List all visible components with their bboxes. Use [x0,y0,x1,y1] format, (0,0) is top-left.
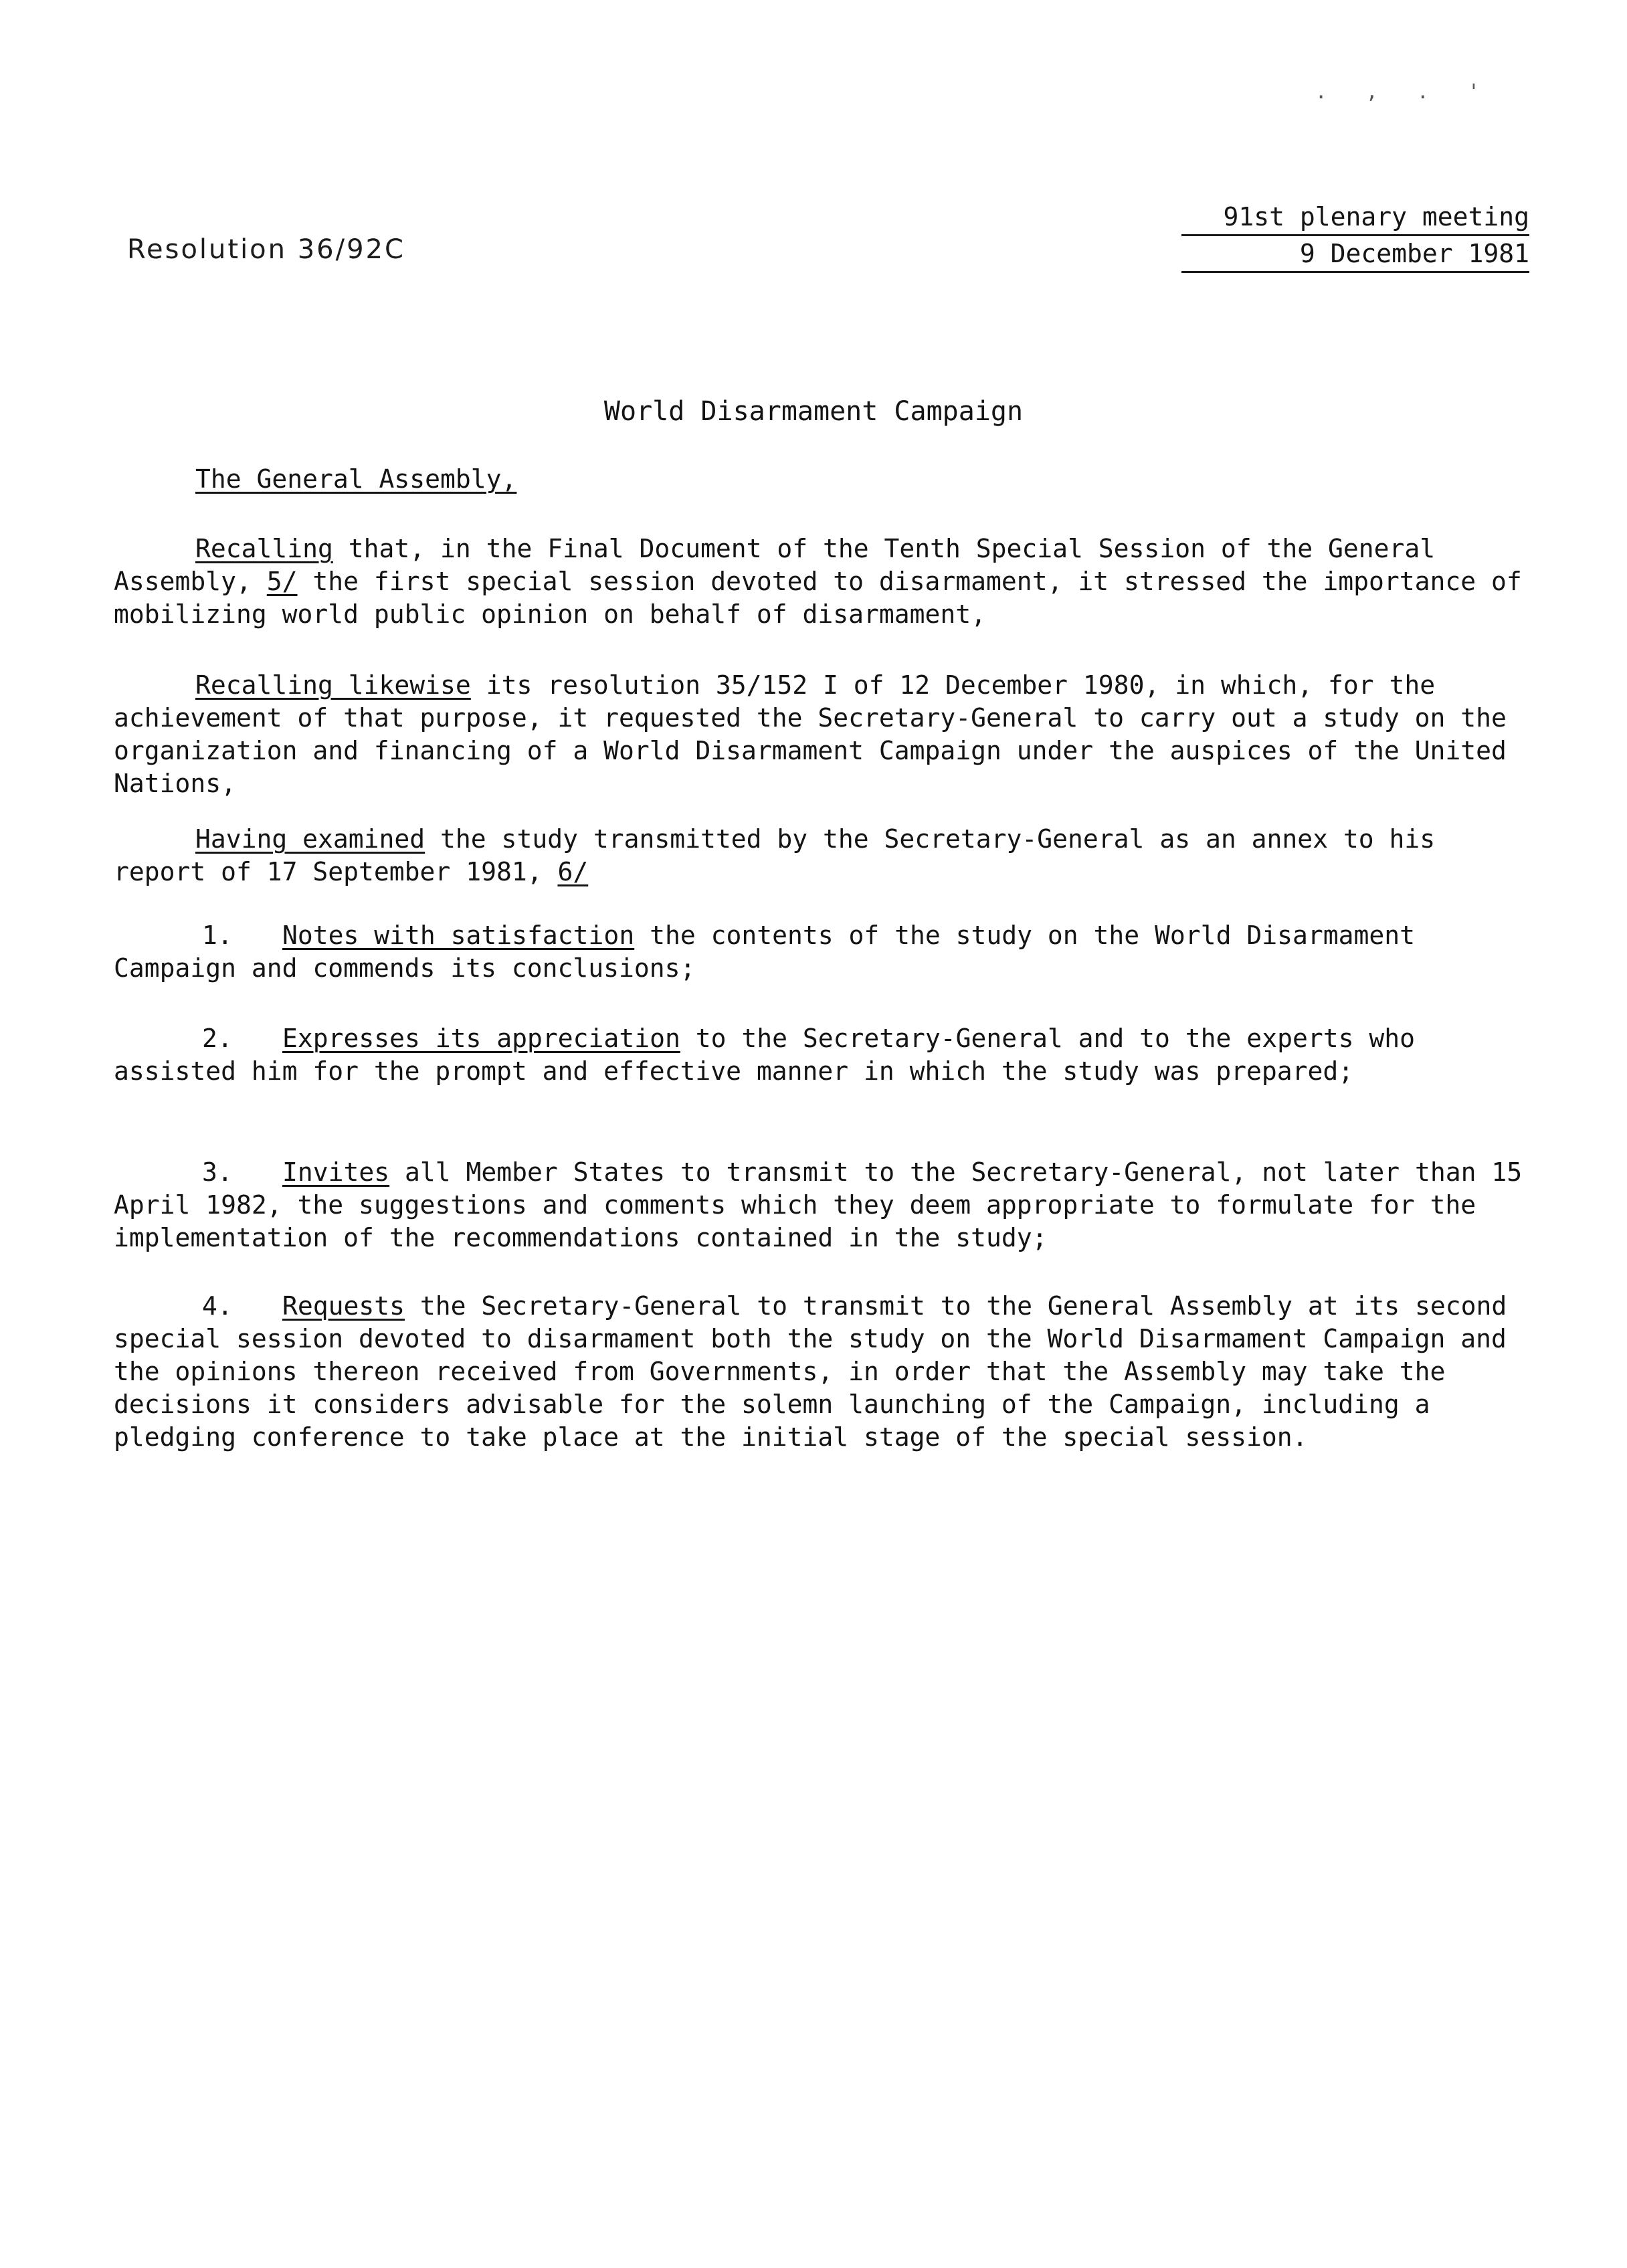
paragraph-body: that, in the Final Document of the Tenth Special Session of the General Assembly, [114,534,1436,596]
operative-paragraph-2 [114,1022,1532,1088]
meeting-label: 91st plenary meeting [1181,199,1529,236]
operative-paragraph-4 [114,1290,1532,1454]
footnote-ref: 5/ [266,567,298,596]
paragraph-lead: Expresses its appreciation [282,1024,680,1053]
operative-paragraph-1 [114,919,1532,985]
scan-marks: . , . ' [1315,80,1493,104]
paragraph-body: the contents of the study on the World Disarmament Campaign and commends its conclusions; [114,921,1415,983]
page-title: World Disarmament Campaign [603,396,1024,427]
paragraph-lead: Notes with satisfaction [282,921,635,950]
paragraph-body: to the Secretary-General and to the experts who assisted him for the prompt and effective manner in which the study was prepared; [114,1024,1415,1086]
paragraph-body: its resolution 35/152 I of 12 December 1980, in which, for the achievement of that purpose, it requested the Secretary-General to carry out a study on the organization and financing of a World Disarmament Campaign under the auspices of the United Nations, [114,670,1507,798]
meeting-info [1181,199,1529,273]
paragraph-body: the study transmitted by the Secretary-General as an annex to his report of 17 September 1981, [114,824,1436,886]
paragraph-lead: Invites [282,1157,390,1187]
paragraph-lead: Recalling [195,534,333,563]
operative-paragraph-3 [114,1156,1532,1254]
footnote-ref: 6/ [557,857,589,886]
preamble-paragraph-2 [114,669,1532,800]
preamble-paragraph-1 [114,533,1532,631]
paragraph-body: all Member States to transmit to the Secretary-General, not later than 15 April 1982, the suggestions and comments which they deem appropriate to formulate for the implementation of the recommendations contained in the study; [114,1157,1523,1252]
intro-line [195,464,516,494]
preamble-paragraph-3 [114,823,1532,888]
resolution-number: Resolution 36/92C [127,234,405,265]
paragraph-number: 4. [202,1291,233,1321]
intro-text: The General Assembly, [195,464,517,494]
meeting-date: 9 December 1981 [1181,236,1529,273]
paragraph-lead: Requests [282,1291,405,1321]
paragraph-number: 2. [202,1024,233,1053]
paragraph-body: the Secretary-General to transmit to the General Assembly at its second special session devoted to disarmament both the study on the World Disarmament Campaign and the opinions thereon received from Governments, in order that the Assembly may take the decisions it considers advisable for the solemn launching of the Campaign, including a pledging conference to take place at the initial stage of the special session. [114,1291,1507,1452]
paragraph-number: 3. [202,1157,233,1187]
paragraph-body: the first special session devoted to disarmament, it stressed the importance of mobilizing world public opinion on behalf of disarmament, [114,567,1522,629]
paragraph-number: 1. [202,921,233,950]
paragraph-lead: Having examined [195,824,425,854]
paragraph-lead: Recalling likewise [195,670,471,700]
